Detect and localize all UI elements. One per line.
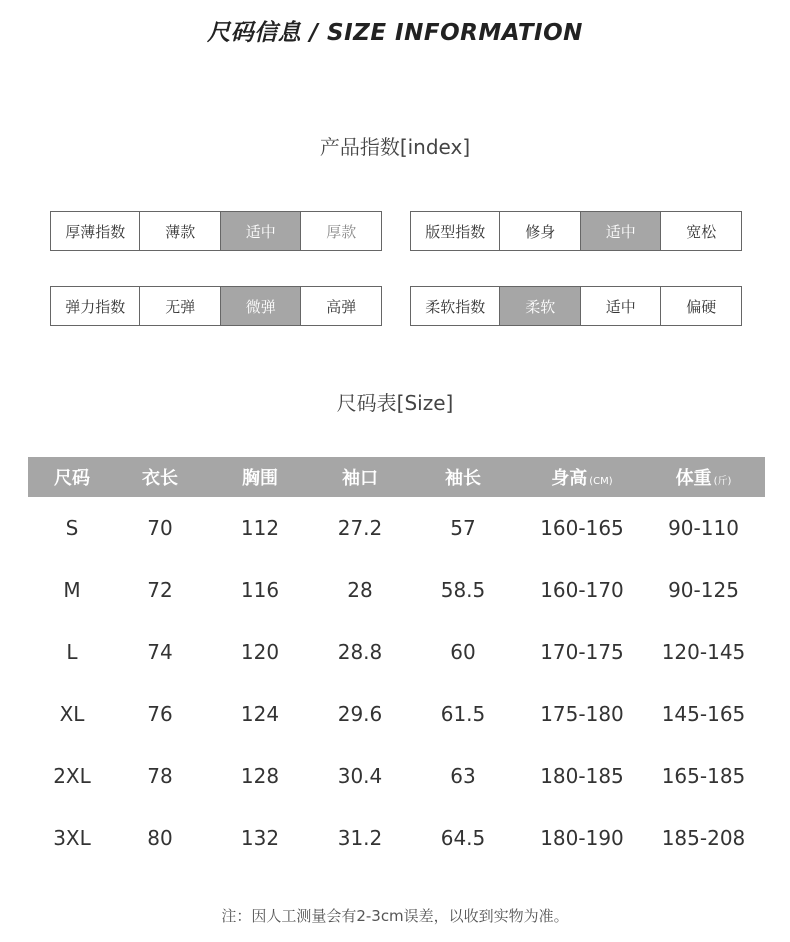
cell-height: 175-180	[540, 702, 624, 726]
cell-weight: 120-145	[661, 640, 746, 664]
index-option: 薄款	[139, 212, 220, 250]
table-row	[28, 559, 765, 621]
size-table	[28, 457, 765, 869]
cell-chest: 128	[240, 764, 280, 788]
table-row	[28, 683, 765, 745]
index-option: 厚款	[300, 212, 381, 250]
cell-weight: 165-185	[661, 764, 746, 788]
table-row	[28, 621, 765, 683]
header-height	[522, 464, 642, 490]
cell-cuff: 28.8	[337, 640, 383, 664]
header-weight-unit: (斤)	[713, 476, 732, 487]
cell-chest: 112	[240, 516, 280, 540]
index-option-selected: 柔软	[499, 287, 580, 325]
index-option: 宽松	[660, 212, 741, 250]
index-option: 偏硬	[660, 287, 741, 325]
measurement-note: 注：因人工测量会有2-3cm误差，以收到实物为准。	[221, 907, 569, 925]
index-option: 修身	[499, 212, 580, 250]
header-size: 尺码	[54, 468, 90, 489]
index-option-selected: 微弹	[220, 287, 301, 325]
cell-sleeve: 57	[450, 516, 476, 540]
index-option-selected: 适中	[580, 212, 661, 250]
header-weight	[642, 464, 765, 490]
index-group-elasticity	[50, 286, 382, 326]
cell-weight: 90-110	[668, 516, 739, 540]
header-height-unit: (CM)	[589, 476, 613, 487]
cell-height: 160-170	[540, 578, 624, 602]
cell-sleeve: 60	[450, 640, 476, 664]
index-option: 适中	[580, 287, 661, 325]
header-sleeve: 袖长	[445, 468, 481, 489]
cell-height: 160-165	[540, 516, 624, 540]
size-table-header	[28, 457, 765, 497]
cell-sleeve: 61.5	[440, 702, 486, 726]
index-group-softness	[410, 286, 742, 326]
index-option: 高弹	[300, 287, 381, 325]
cell-size: 2XL	[53, 764, 91, 788]
cell-chest: 116	[240, 578, 280, 602]
cell-cuff: 27.2	[337, 516, 383, 540]
cell-weight: 90-125	[668, 578, 739, 602]
cell-cuff: 29.6	[337, 702, 383, 726]
size-section-title: 尺码表[Size]	[336, 391, 454, 415]
index-option-selected: 适中	[220, 212, 301, 250]
cell-height: 180-185	[540, 764, 624, 788]
cell-height: 180-190	[540, 826, 624, 850]
index-group-thickness	[50, 211, 382, 251]
cell-length: 74	[147, 640, 173, 664]
index-section-title: 产品指数[index]	[319, 135, 471, 159]
index-label: 弹力指数	[65, 297, 126, 316]
cell-sleeve: 63	[450, 764, 476, 788]
cell-chest: 124	[240, 702, 280, 726]
cell-length: 72	[147, 578, 173, 602]
cell-chest: 132	[240, 826, 280, 850]
cell-size: S	[65, 516, 79, 540]
cell-weight: 185-208	[661, 826, 746, 850]
table-row	[28, 807, 765, 869]
index-option: 无弹	[139, 287, 220, 325]
index-label: 厚薄指数	[65, 222, 126, 241]
cell-length: 78	[147, 764, 173, 788]
cell-length: 80	[147, 826, 173, 850]
header-weight-label: 体重	[675, 468, 712, 489]
index-label: 版型指数	[425, 222, 486, 241]
cell-sleeve: 58.5	[440, 578, 486, 602]
header-chest: 胸围	[242, 468, 278, 489]
cell-cuff: 28	[347, 578, 373, 602]
cell-chest: 120	[240, 640, 280, 664]
cell-size: M	[63, 578, 81, 602]
cell-height: 170-175	[540, 640, 624, 664]
cell-length: 70	[147, 516, 173, 540]
header-cuff: 袖口	[342, 468, 378, 489]
cell-length: 76	[147, 702, 173, 726]
cell-cuff: 30.4	[337, 764, 383, 788]
table-row	[28, 745, 765, 807]
cell-size: 3XL	[53, 826, 91, 850]
cell-weight: 145-165	[661, 702, 746, 726]
cell-size: XL	[59, 702, 85, 726]
index-group-fit	[410, 211, 742, 251]
header-height-label: 身高	[551, 468, 588, 489]
header-length: 衣长	[142, 468, 178, 489]
cell-sleeve: 64.5	[440, 826, 486, 850]
cell-size: L	[66, 640, 78, 664]
index-label: 柔软指数	[425, 297, 486, 316]
table-row	[28, 497, 765, 559]
cell-cuff: 31.2	[337, 826, 383, 850]
page-title: 尺码信息 / SIZE INFORMATION	[207, 20, 583, 46]
